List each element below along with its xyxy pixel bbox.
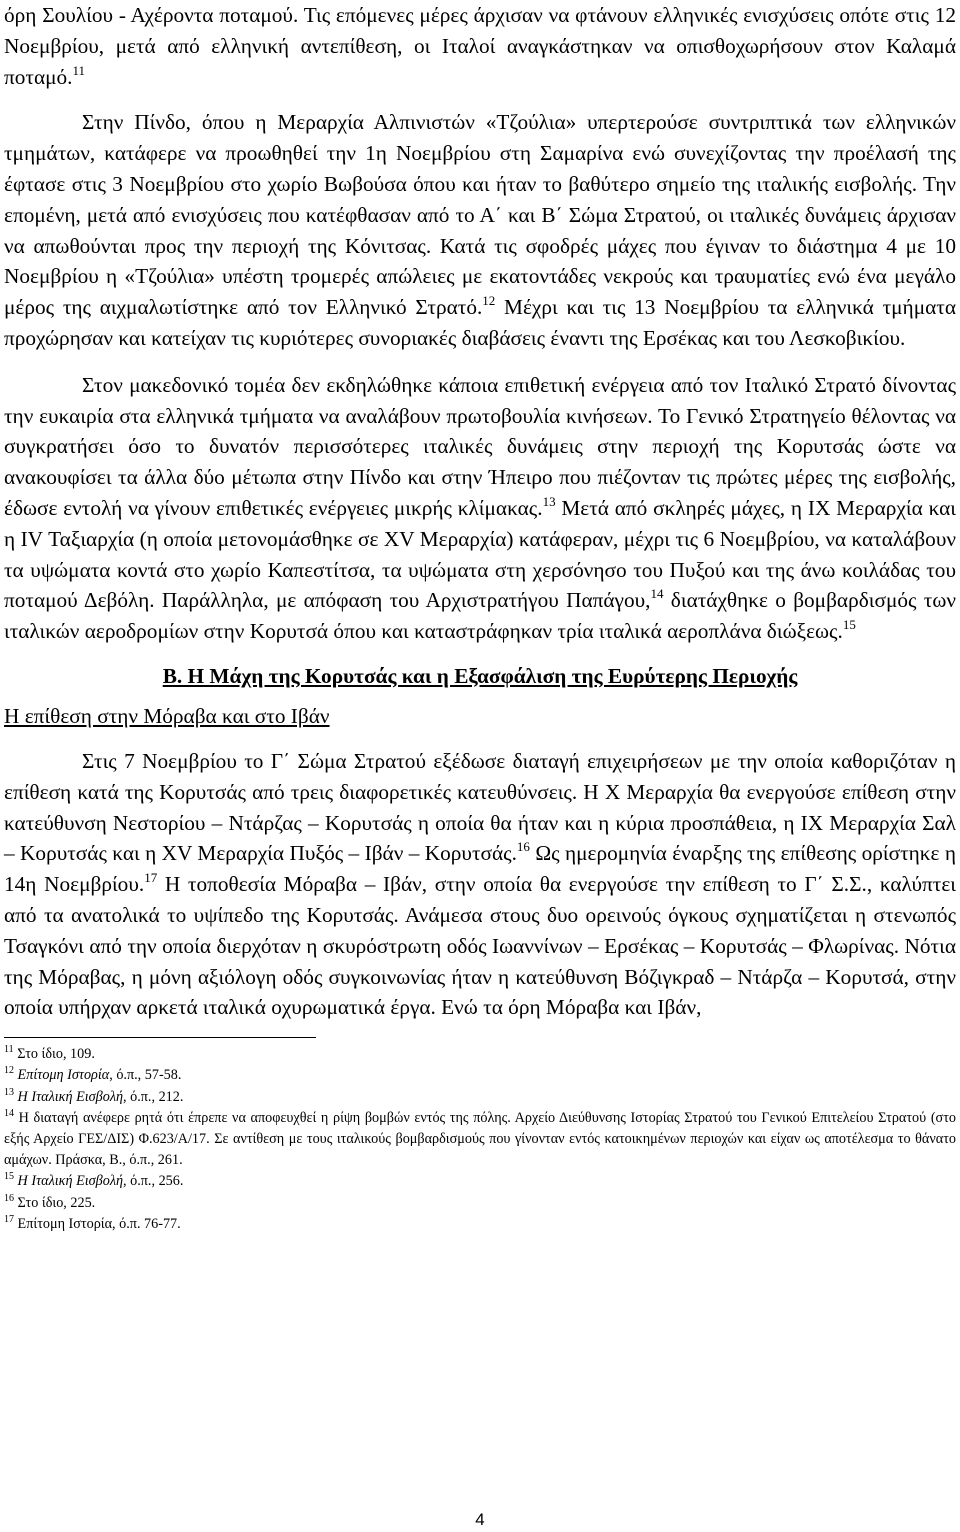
- footnotes: [4, 1044, 956, 1235]
- footnote-separator: [4, 1037, 316, 1038]
- italic-title: Επίτομη Ιστορία: [17, 1067, 110, 1084]
- footnote-reference: 11: [72, 62, 86, 78]
- text-run: , ό.π., 256.: [123, 1173, 184, 1190]
- paragraph-1: [4, 0, 956, 92]
- paragraph-3: [4, 370, 956, 647]
- footnote-13: [4, 1087, 956, 1108]
- text-run: Ως ημερομηνία έναρξης της επίθεσης ορίστηκε η 14η Νοεμβρίου.: [4, 841, 956, 897]
- footnote-reference: 13: [542, 493, 556, 509]
- footnote-number: 17: [4, 1213, 14, 1225]
- footnote-number: 14: [4, 1107, 14, 1119]
- text-run: Στην Πίνδο, όπου η Μεραρχία Αλπινιστών «Τζούλια» υπερτερούσε συντριπτικά των ελληνικών τμημάτων, κατάφερε να προωθηθεί την 1η Νοεμβρίου στη Σαμαρίνα ενώ συνεχίζοντας την προέλασή της έφτασε στις 3 Νοεμβρίου στο χωρίο Βωβούσα όπου και ήταν το βαθύτερο σημείο της ιταλικής εισβολής. Την επομένη, μετά από ενισχύσεις που κατέφθασαν από το Α΄ και Β΄ Σώμα Στρατού, οι ιταλικές δυνάμεις άρχισαν να απωθούνται προς την περιοχή της Κόνιτσας. Κατά τις σφοδρές μάχες που έγιναν το διάστημα 4 με 10 Νοεμβρίου η «Τζούλια» υπέστη τρομερές απώλειες με εκατοντάδες νεκρούς και τραυματίες ενώ ένα μεγάλο μέρος της αιχμαλωτίστηκε από τον Ελληνικό Στρατό.: [4, 110, 956, 320]
- text-run: Μετά από σκληρές μάχες, η ΙΧ Μεραρχία και η IV Ταξιαρχία (η οποία μετονομάσθηκε σε XV Μεραρχία) κατάφεραν, μέχρι τις 6 Νοεμβρίου, να καταλάβουν τα υψώματα κοντά στο χωρίο Καπεστίτσα, τα υψώματα στη χερσόνησο του Πυξού και της άνω κοιλάδας του ποταμού Δεβόλη. Παράλληλα, με απόφαση του Αρχιστρατήγου Παπάγου,: [4, 495, 956, 613]
- text-run: , ό.π., 212.: [123, 1088, 184, 1105]
- footnote-reference: 12: [482, 293, 496, 309]
- italic-title: Η Ιταλική Εισβολή: [17, 1173, 124, 1190]
- footnote-number: 16: [4, 1192, 14, 1204]
- footnote-number: 11: [4, 1044, 14, 1056]
- page-number: 4: [475, 1510, 485, 1529]
- italic-title: Η Ιταλική Εισβολή: [17, 1088, 124, 1105]
- text-run: όρη Σουλίου - Αχέροντα ποταμού. Τις επόμενες μέρες άρχισαν να φτάνουν ελληνικές ενισχύσεις οπότε στις 12 Νοεμβρίου, μετά από ελληνική αντεπίθεση, οι Ιταλοί αναγκάστηκαν να οπισθοχωρήσουν στον Καλαμά ποταμό.: [4, 3, 956, 89]
- footnote-reference: 17: [144, 870, 158, 886]
- paragraph-2: [4, 107, 956, 353]
- footnote-11: [4, 1044, 956, 1065]
- footnote-14: [4, 1108, 956, 1172]
- document-page: [4, 0, 956, 1235]
- text-run: Μέχρι και τις 13 Νοεμβρίου τα ελληνικά τμήματα προχώρησαν και κατείχαν τις κυριότερες συνοριακές διαβάσεις έναντι της Ερσέκας και του Λεσκοβικίου.: [4, 295, 956, 350]
- text-run: διατάχθηκε ο βομβαρδισμός των ιταλικών αεροδρομίων στην Κορυτσά όπου και καταστράφηκαν τρία ιταλικά αεροπλάνα διώξεως.: [4, 588, 956, 644]
- text-run: Στο ίδιο, 109.: [13, 1046, 95, 1063]
- footnote-16: [4, 1193, 956, 1214]
- text-run: Η διαταγή ανέφερε ρητά ότι έπρεπε να αποφευχθεί η ρίψη βομβών εντός της πόλης. Αρχείο Διεύθυνσης Ιστορίας Στρατού του Γενικού Επιτελείου Στρατού (στο εξής Αρχείο ΓΕΣ/ΔΙΣ) Φ.623/Α/17. Σε αντίθεση με τους ιταλικούς βομβαρδισμούς που γίνονταν εντός κατοικημένων περιοχών και είχαν ως αποτέλεσμα το θάνατο αμάχων. Πράσκα, Β., ό.π., 261.: [4, 1109, 956, 1169]
- footnote-15: [4, 1171, 956, 1192]
- text-run: Η τοποθεσία Μόραβα – Ιβάν, στην οποία θα ενεργούσε την επίθεση το Γ΄ Σ.Σ., καλύπτει από τα ανατολικά το υψίπεδο της Κορυτσάς. Ανάμεσα στους δυο ορεινούς όγκους σχηματίζεται η στενωπός Τσαγκόνι από την οποία διερχόταν η σκυρόστρωτη οδός Ιωαννίνων – Ερσέκας – Κορυτσάς – Φλωρίνας. Νότια της Μόραβας, η μόνη αξιόλογη οδός συγκοινωνίας ήταν η κατεύθυνση Βόζιγκραδ – Ντάρζα – Κορυτσά, στην οποία υπήρχαν αρκετά ιταλικά οχυρωματικά έργα. Ενώ τα όρη Μόραβα και Ιβάν,: [4, 872, 957, 1020]
- footnote-number: 13: [4, 1086, 14, 1098]
- subsection-heading: Η επίθεση στην Μόραβα και στο Ιβάν: [4, 703, 330, 728]
- footnote-reference: 14: [650, 586, 664, 602]
- footnote-17: [4, 1214, 956, 1235]
- text-run: Στον μακεδονικό τομέα δεν εκδηλώθηκε κάποια επιθετική ενέργεια από τον Ιταλικό Στρατό δίνοντας την ευκαιρία στα ελληνικά τμήματα να αναλάβουν πρωτοβουλία κινήσεων. Το Γενικό Στρατηγείο θέλοντας να συγκρατήσει όσο το δυνατόν περισσότερες ιταλικές δυνάμεις στην περιοχή της Κορυτσάς ώστε να ανακουφίσει τα άλλα δύο μέτωπα στην Πίνδο και στην Ήπειρο που πιέζονταν τις πρώτες μέρες της εισβολής, έδωσε εντολή να γίνουν επιθετικές ενέργειες μικρής κλίμακας.: [4, 372, 956, 520]
- text-run: , ό.π., 57-58.: [109, 1067, 182, 1084]
- section-heading: Β. Η Μάχη της Κορυτσάς και η Εξασφάλιση της Ευρύτερης Περιοχής: [162, 663, 798, 688]
- footnote-number: 15: [4, 1171, 14, 1183]
- text-run: Στο ίδιο, 225.: [14, 1194, 96, 1211]
- text-run: Επίτομη Ιστορία, ό.π. 76-77.: [14, 1215, 181, 1232]
- footnote-reference: 16: [516, 839, 530, 855]
- footnote-12: [4, 1065, 956, 1086]
- footnote-number: 12: [4, 1065, 14, 1077]
- text-run: Στις 7 Νοεμβρίου το Γ΄ Σώμα Στρατού εξέδωσε διαταγή επιχειρήσεων με την οποία καθοριζόταν η επίθεση κατά της Κορυτσάς από τρεις διαφορετικές κατευθύνσεις. Η Χ Μεραρχία θα ενεργούσε επίθεση στην κατεύθυνση Νεστορίου – Ντάρζας – Κορυτσάς η οποία θα ήταν και η κύρια προσπάθεια, η ΙΧ Μεραρχία Σαλ – Κορυτσάς και η XV Μεραρχία Πυξός – Ιβάν – Κορυτσάς.: [4, 748, 956, 866]
- paragraph-4: [4, 746, 956, 1023]
- footnote-reference: 15: [842, 617, 856, 633]
